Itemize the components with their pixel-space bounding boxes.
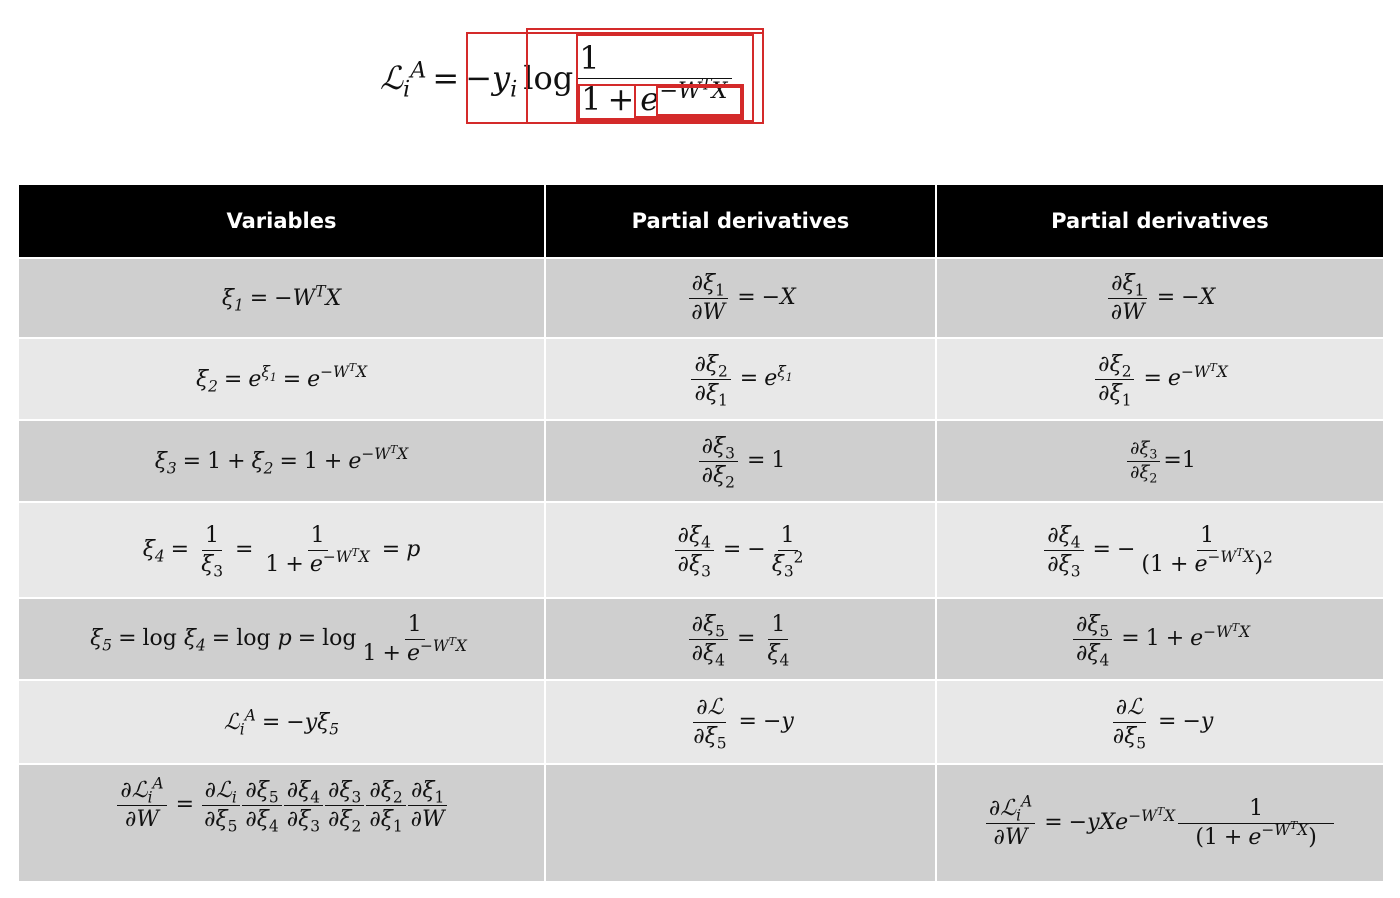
var-chain-rule: $\frac{\partial ℒ_i^A}{\partial W}$ = $\frac{\partial ℒ_i}{\partial\xi_5}$ $\frac{\partial\xi_5}{\partial\xi_4}$ $\frac{\partial\xi_4}{\partial\xi_3}$ $\frac{\partial\xi_3}{\partial\xi_2}$ $\frac{\partial\xi_2}{\partial\xi_1}$ $\frac{\partial\xi_1}{\partial W}$: [18, 764, 545, 882]
deriv-xi3: $\frac{\partial\xi_3}{\partial\xi_2}$ = 1: [545, 420, 936, 502]
deriv2-xi4: $\frac{\partial\xi_4}{\partial\xi_3}$ = − $\frac{1}{(1 + e^{-W^TX})^2}$: [936, 502, 1384, 598]
header-partial-derivatives-2: Partial derivatives: [936, 184, 1384, 258]
table-header-row: [18, 184, 1384, 258]
formula-equals: =: [432, 59, 460, 97]
loss-formula: [380, 28, 800, 128]
formula-minus: −: [465, 59, 493, 97]
formula-log: log: [523, 59, 574, 97]
table-row: [18, 598, 1384, 680]
table-row: [18, 420, 1384, 502]
table-row: [18, 764, 1384, 882]
deriv-loss: $\frac{\text{∂ℒ}}{\partial\xi_5}$ = −y: [545, 680, 936, 764]
var-xi2: $\xi_2 = e^{\xi_1} = e^{-W^TX}$: [18, 338, 545, 420]
table-row: [18, 502, 1384, 598]
deriv-xi4: $\frac{\partial\xi_4}{\partial\xi_3}$ = − $\frac{1}{\xi_3^2}$: [545, 502, 936, 598]
table-row: [18, 680, 1384, 764]
var-xi3: $\xi_3 = 1 + \xi_2 = 1 + e^{-W^TX}$: [18, 420, 545, 502]
deriv2-loss: $\frac{\text{∂ℒ}}{\partial\xi_5}$ = −y: [936, 680, 1384, 764]
formula-numerator: 1: [576, 38, 732, 79]
var-xi1: $\xi_1 = -W^TX$: [18, 258, 545, 338]
deriv-chain-rule-empty: [545, 764, 936, 882]
header-partial-derivatives-1: Partial derivatives: [545, 184, 936, 258]
formula-denominator: $1 + e^{-W^TX}$: [581, 74, 728, 118]
formula-y: $y_i$: [492, 59, 518, 103]
table-row: [18, 258, 1384, 338]
var-xi5: $\xi_5 = \log \xi_4 = \log p = \log$ $\frac{1}{1 + e^{-W^TX}}$: [18, 598, 545, 680]
header-variables: Variables: [18, 184, 545, 258]
deriv2-chain-rule: $\frac{\partial ℒ_i^A}{\partial W}$ = −yXe$^{-W^TX}$ $\frac{1}{(1 + e^{-W^TX})}$: [936, 764, 1384, 882]
deriv2-xi3: $\frac{\partial\xi_3}{\partial\xi_2}$ =1: [936, 420, 1384, 502]
deriv2-xi5: $\frac{\partial\xi_5}{\partial\xi_4}$ = $1 + e^{-W^TX}$: [936, 598, 1384, 680]
deriv2-xi1: $\frac{\partial\xi_1}{\partial W}$ = −X: [936, 258, 1384, 338]
deriv-xi5: $\frac{\partial\xi_5}{\partial\xi_4}$ = $\frac{1}{\xi_4}$: [545, 598, 936, 680]
var-xi4: $\xi_4$ = $\frac{1}{\xi_3}$ = $\frac{1}{1 + e^{-W^TX}}$ = p: [18, 502, 545, 598]
derivative-table: [17, 183, 1385, 883]
deriv-xi1: $\frac{\partial\xi_1}{\partial W}$ = −X: [545, 258, 936, 338]
var-loss: ℒ$_i^A$ = $-y\xi_5$: [18, 680, 545, 764]
deriv2-xi2: $\frac{\partial\xi_2}{\partial\xi_1}$ = $e^{-W^TX}$: [936, 338, 1384, 420]
formula-lhs: ℒ$_i^A$: [380, 57, 427, 103]
formula-fraction: [576, 38, 732, 119]
deriv-xi2: $\frac{\partial\xi_2}{\partial\xi_1}$ = $e^{\xi_1}$: [545, 338, 936, 420]
table-row: [18, 338, 1384, 420]
